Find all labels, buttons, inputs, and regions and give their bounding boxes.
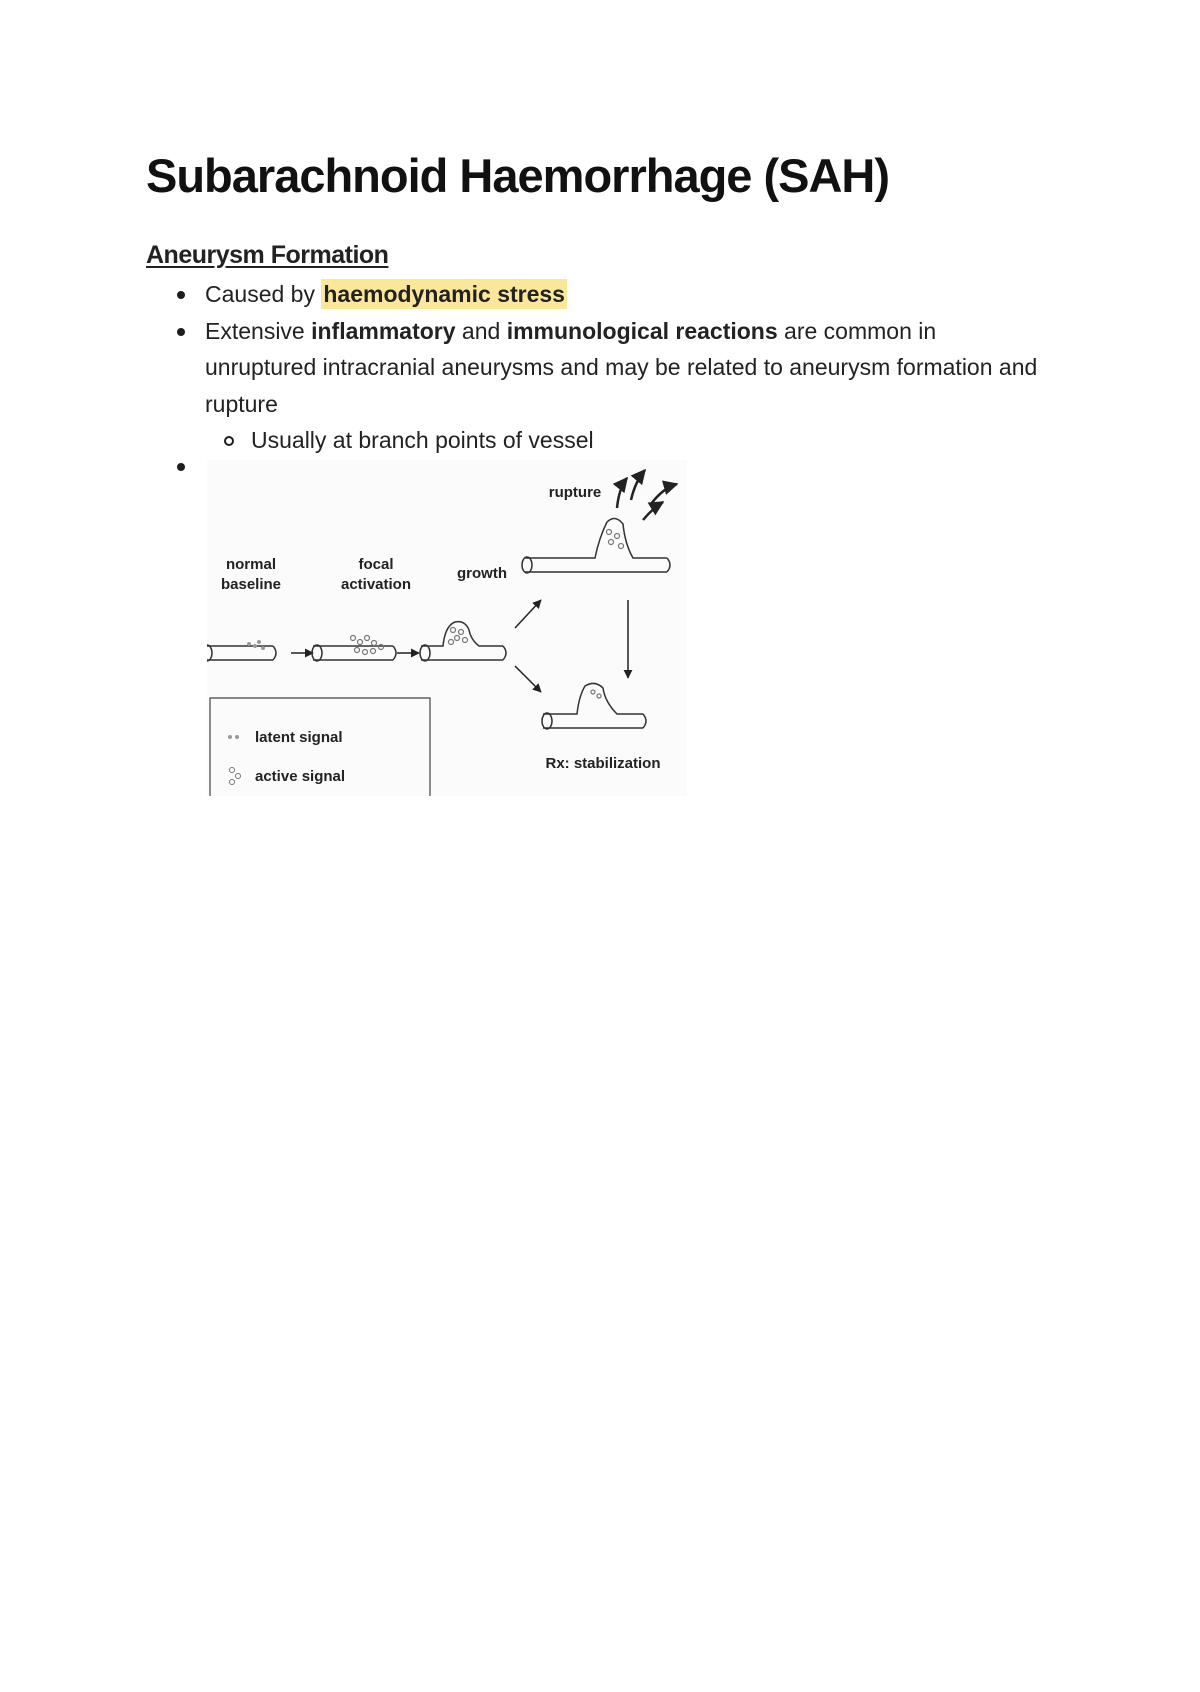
latent-signal-dots <box>591 690 601 698</box>
label-activation: activation <box>340 576 412 593</box>
label-rupture: rupture <box>548 484 602 501</box>
latent-signal-dots <box>247 640 265 650</box>
highlighted-text: haemodynamic stress <box>323 281 565 307</box>
bullet-list <box>146 276 1046 475</box>
page-title: Subarachnoid Haemorrhage (SAH) <box>146 149 890 202</box>
section-heading: Aneurysm Formation <box>146 241 389 269</box>
bold-text: inflammatory <box>311 317 456 344</box>
legend <box>210 698 430 796</box>
bullet-text: and <box>455 317 507 344</box>
vessel-rupture <box>522 518 670 573</box>
active-signal-dots <box>449 628 468 645</box>
aneurysm-diagram <box>207 460 687 796</box>
arrow-icon <box>515 666 541 692</box>
legend-latent-label: latent signal <box>255 729 343 746</box>
vessel-normal <box>207 645 276 661</box>
label-baseline: baseline <box>220 576 282 593</box>
rupture-arrows-icon <box>617 470 677 520</box>
bullet-icon <box>177 291 185 299</box>
bullet-text: Caused by <box>205 281 322 307</box>
bullet-icon <box>177 328 185 336</box>
list-item <box>146 276 1046 313</box>
label-stabilization: Rx: stabilization <box>545 755 661 772</box>
label-growth: growth <box>457 565 507 582</box>
bullet-text: are common in unruptured intracranial aneurysms and may be related to aneurysm formation and rupture <box>205 317 1038 417</box>
sub-list-item <box>146 422 1046 459</box>
aneurysm-diagram-svg <box>207 460 687 796</box>
label-focal: focal <box>358 556 394 573</box>
active-signal-dots <box>607 530 624 549</box>
legend-active-label: active signal <box>255 768 346 785</box>
arrow-icon <box>515 600 541 628</box>
hollow-bullet-icon <box>224 436 234 446</box>
label-normal: normal <box>225 556 277 573</box>
active-signal-dots <box>351 636 384 655</box>
bullet-icon <box>177 463 185 471</box>
sub-bullet-text: Usually at branch points of vessel <box>251 427 594 453</box>
bullet-text: Extensive <box>205 317 312 344</box>
bold-text: immunological reactions <box>506 317 778 344</box>
list-item <box>146 313 1046 423</box>
